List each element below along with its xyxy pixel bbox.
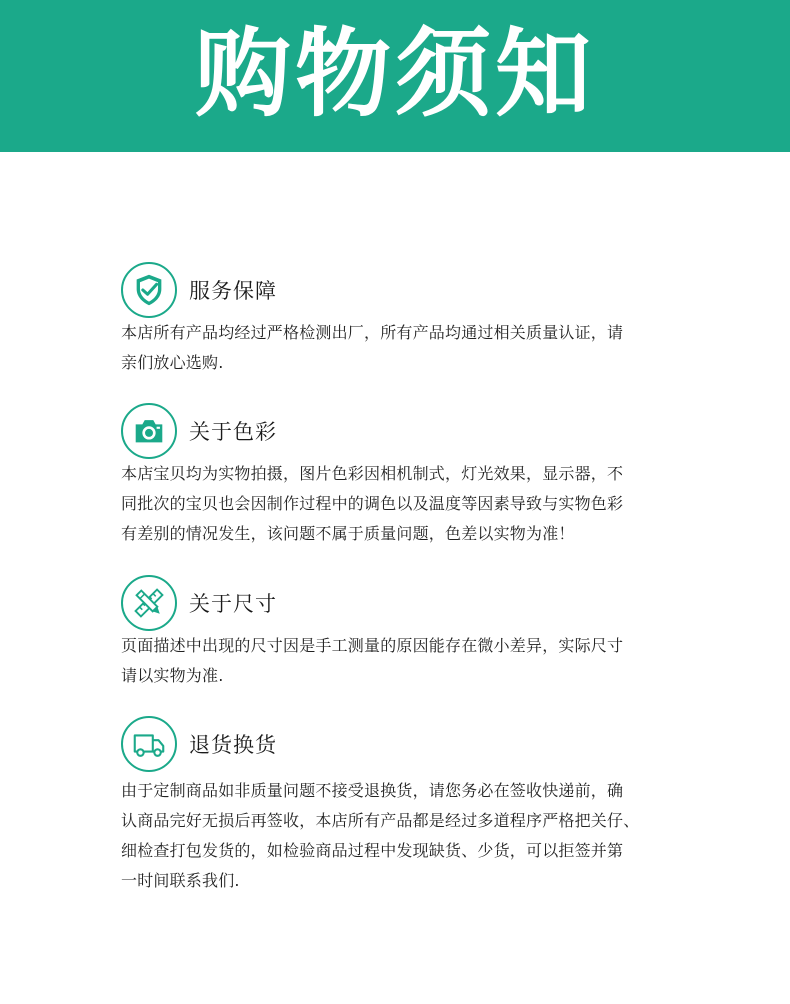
section-title: 服务保障 [189, 279, 277, 303]
section-text [121, 459, 681, 549]
text-line: 本店宝贝均为实物拍摄，图片色彩因相机制式，灯光效果，显示器，不 [121, 464, 624, 483]
section-header [121, 573, 277, 633]
header-banner [0, 0, 790, 152]
camera-icon [121, 403, 177, 459]
section-header [121, 260, 277, 320]
text-line: 页面描述中出现的尺寸因是手工测量的原因能存在微小差异，实际尺寸 [121, 636, 624, 655]
text-line: 由于定制商品如非质量问题不接受退换货，请您务必在签收快递前，确 [121, 781, 624, 800]
section-title: 退货换货 [189, 733, 277, 757]
section-title: 关于尺寸 [189, 592, 277, 616]
ruler-pencil-icon [121, 575, 177, 631]
text-line: 有差别的情况发生，该问题不属于质量问题，色差以实物为准！ [121, 524, 575, 543]
page-title: 购物须知 [195, 18, 595, 130]
shield-check-icon [121, 262, 177, 318]
section-text [121, 776, 681, 896]
text-line: 本店所有产品均经过严格检测出厂，所有产品均通过相关质量认证，请 [121, 323, 624, 342]
section-text [121, 318, 681, 378]
section-text [121, 631, 681, 691]
section-header [121, 714, 277, 774]
section-header [121, 401, 277, 461]
text-line: 一时间联系我们. [121, 871, 240, 890]
text-line: 认商品完好无损后再签收，本店所有产品都是经过多道程序严格把关仔、 [121, 811, 640, 830]
text-line: 请以实物为准. [121, 666, 224, 685]
text-line: 细检查打包发货的，如检验商品过程中发现缺货、少货，可以拒签并第 [121, 841, 624, 860]
text-line: 同批次的宝贝也会因制作过程中的调色以及温度等因素导致与实物色彩 [121, 494, 624, 513]
delivery-truck-icon [121, 716, 177, 772]
section-title: 关于色彩 [189, 420, 277, 444]
text-line: 亲们放心选购. [121, 353, 224, 372]
